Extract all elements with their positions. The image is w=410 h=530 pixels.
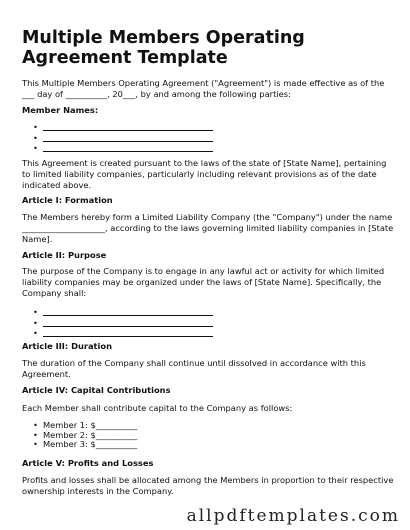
contribution-item: • Member 1: $__________ [33, 421, 137, 431]
article-3-text: The duration of the Company shall continue until dissolved in accordance with this Agreement. [22, 358, 366, 379]
site-watermark: allpdftemplates.com [186, 506, 400, 526]
article-2-text: The purpose of the Company is to engage in any lawful act or activity for which limited liability companies may be organized under the laws of [State Name]. Specifically, the Company shall: [22, 266, 385, 298]
article-1-text: The Members hereby form a Limited Liability Company (the "Company") under the name ____________________, according to the laws governing limited liability companies in [State Name]. [22, 212, 394, 244]
article-3-heading: Article III: Duration [22, 341, 112, 351]
article-5-text: Profits and losses shall be allocated among the Members in proportion to their respective ownership interests in the Company. [22, 475, 394, 496]
article-4-text: Each Member shall contribute capital to the Company as follows: [22, 403, 293, 413]
article-1-heading: Article I: Formation [22, 195, 113, 205]
article-2-heading: Article II: Purpose [22, 250, 107, 260]
purpose-line [33, 319, 213, 330]
contribution-item: • Member 3: $__________ [33, 440, 137, 450]
contributions-list [33, 421, 137, 450]
purpose-line [33, 308, 213, 319]
article-4-heading: Article IV: Capital Contributions [22, 385, 171, 395]
purpose-list [33, 308, 213, 340]
pursuant-paragraph: This Agreement is created pursuant to the laws of the state of [State Name], pertaining to limited liability companies, particularly including relevant provisions as of the date indicated above. [22, 158, 387, 190]
document-title: Multiple Members Operating Agreement Template [22, 28, 305, 68]
intro-paragraph: This Multiple Members Operating Agreement ("Agreement") is made effective as of the ___ day of __________, 20___, by and among the following parties: [22, 78, 385, 99]
member-name-line [33, 123, 213, 134]
purpose-line [33, 329, 213, 340]
member-names-list [33, 123, 213, 155]
contribution-item: • Member 2: $__________ [33, 431, 137, 441]
article-5-heading: Article V: Profits and Losses [22, 458, 154, 468]
member-name-line [33, 134, 213, 145]
member-name-line [33, 144, 213, 155]
member-names-heading: Member Names: [22, 105, 99, 115]
